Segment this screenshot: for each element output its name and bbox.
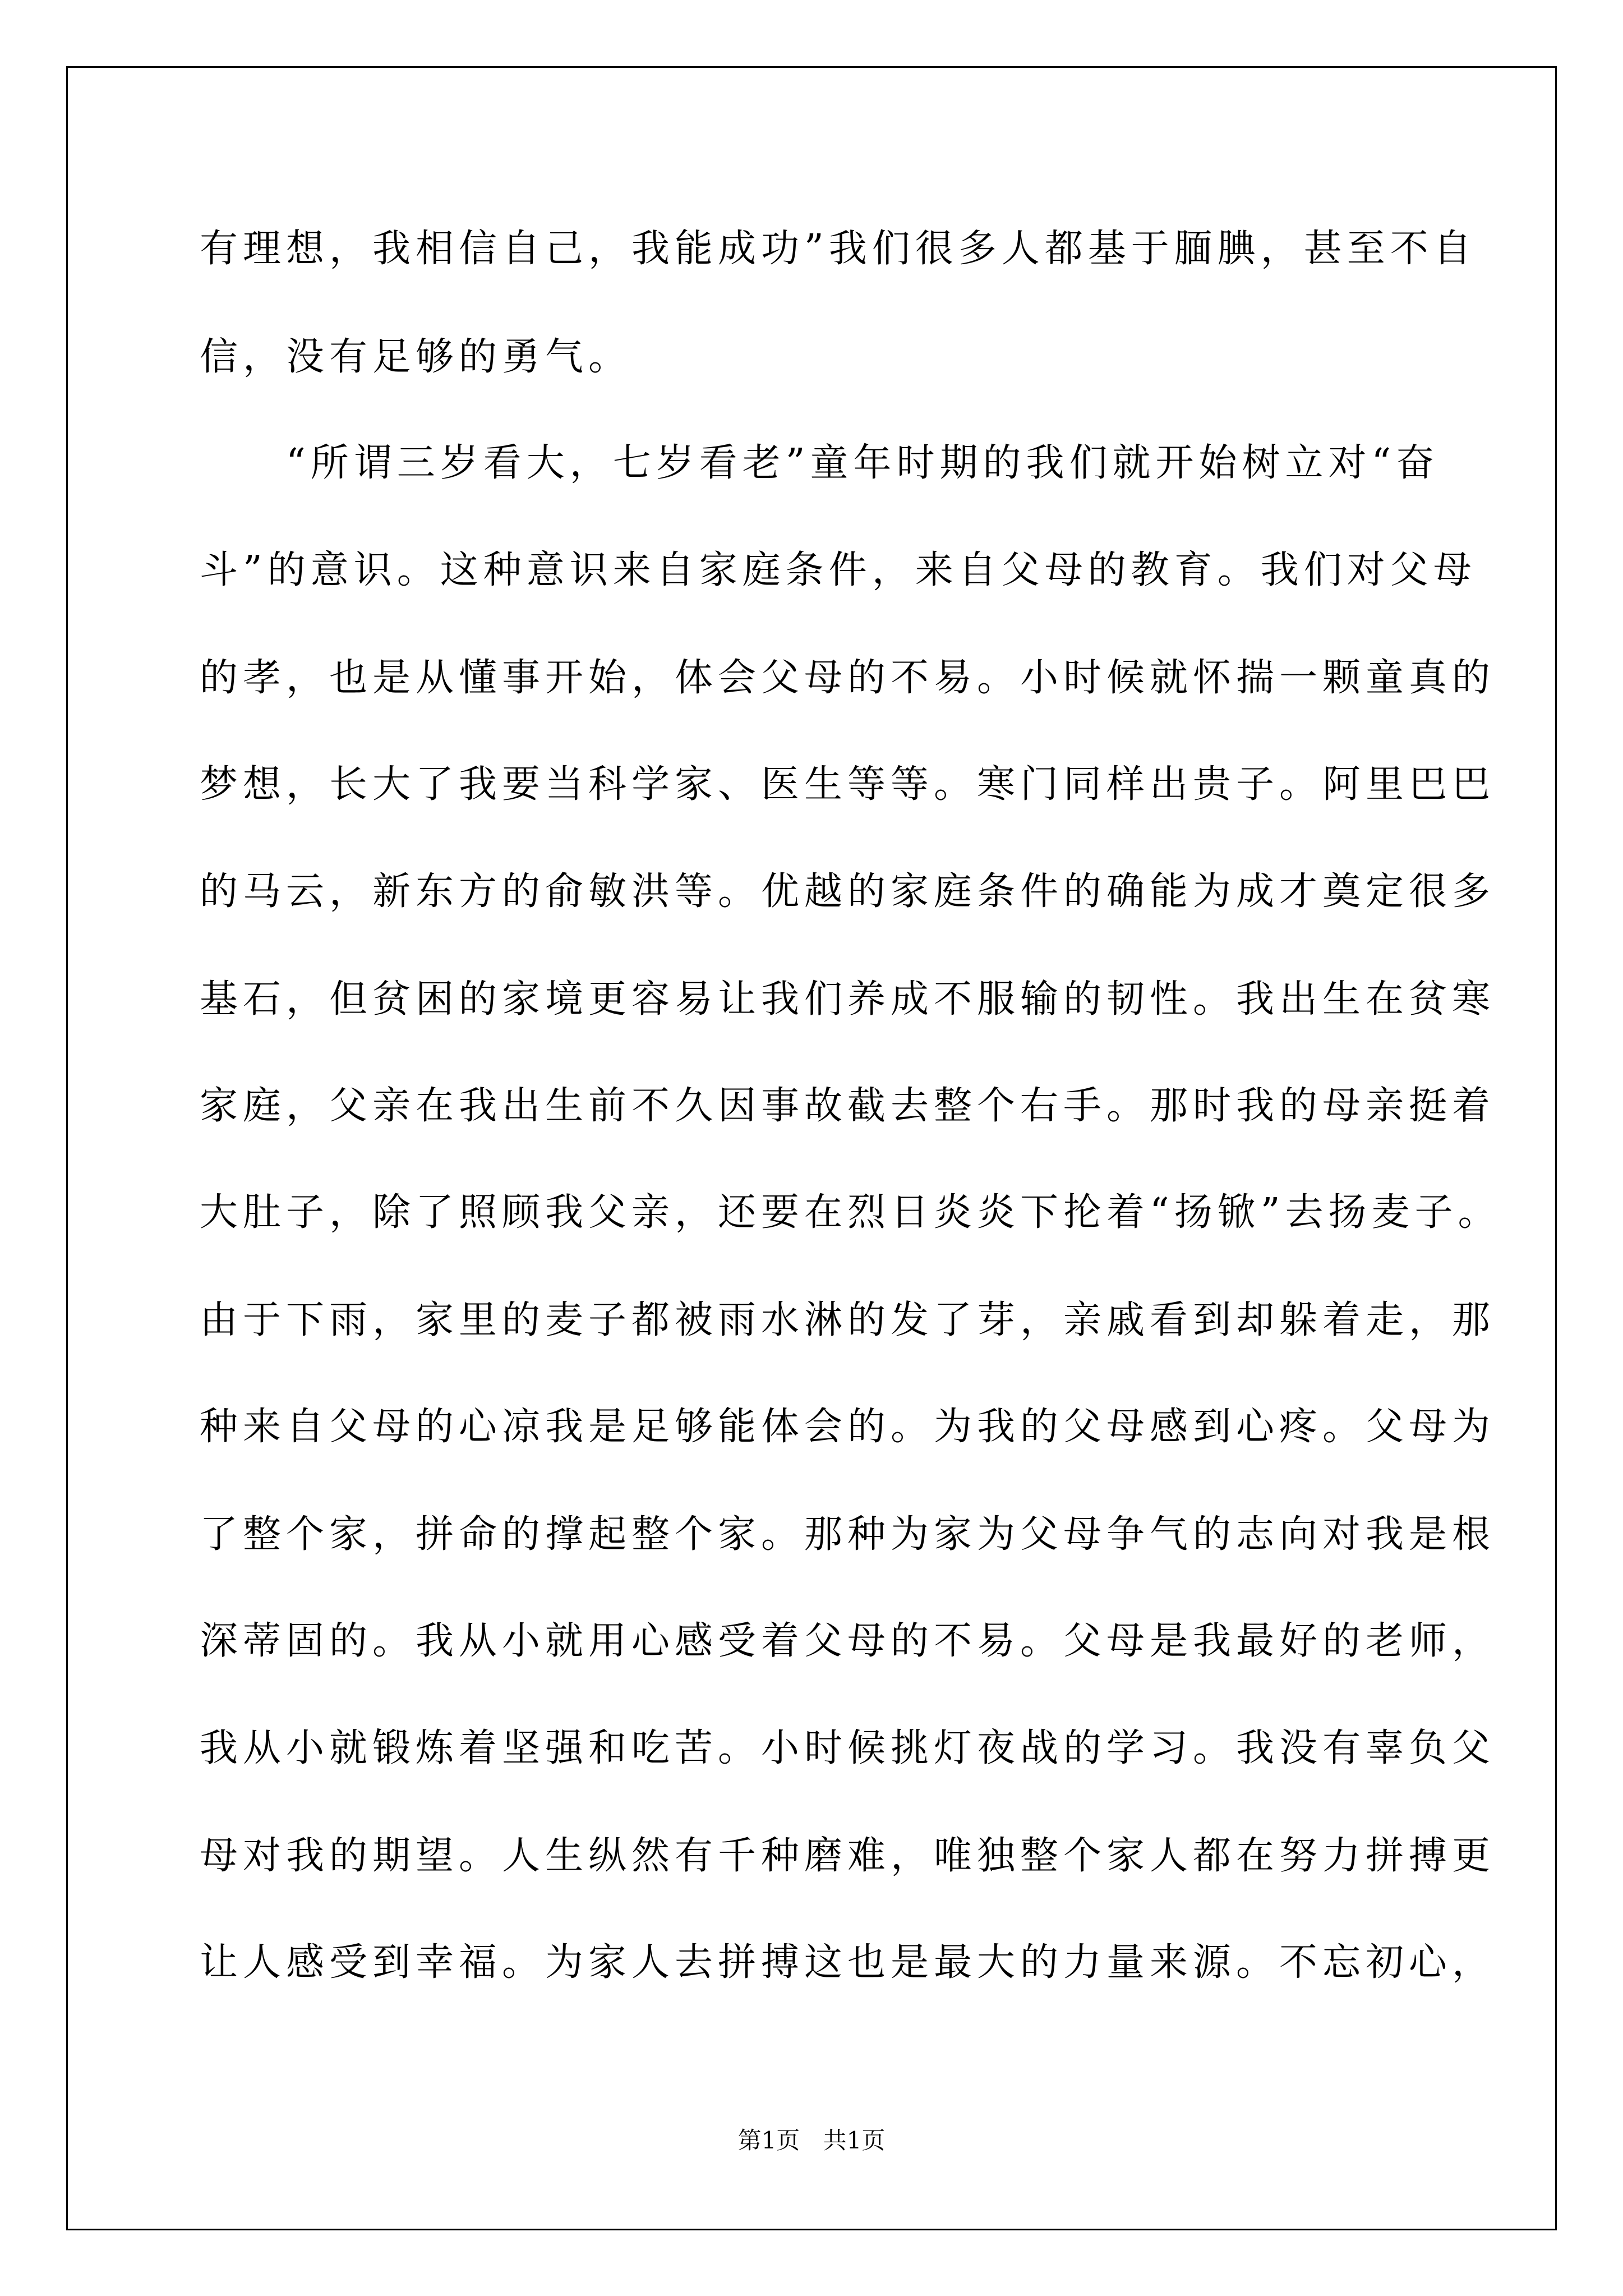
text-line: 了整个家，拼命的撑起整个家。那种为家为父母争气的志向对我是根 [200, 1512, 1496, 1557]
text-line: 我从小就锻炼着坚强和吃苦。小时候挑灯夜战的学习。我没有辜负父 [200, 1726, 1496, 1770]
text-line: 的马云，新东方的俞敏洪等。优越的家庭条件的确能为成才奠定很多 [200, 869, 1496, 914]
text-line: 让人感受到幸福。为家人去拼搏这也是最大的力量来源。不忘初心， [200, 1940, 1496, 1985]
page-footer [0, 2129, 1623, 2152]
text-line: 信，没有足够的勇气。 [200, 335, 632, 379]
text-line: 深蒂固的。我从小就用心感受着父母的不易。父母是我最好的老师， [200, 1619, 1496, 1663]
text-line: 大肚子，除了照顾我父亲，还要在烈日炎炎下抡着“扬锨”去扬麦子。 [200, 1190, 1501, 1235]
text-line: 种来自父母的心凉我是足够能体会的。为我的父母感到心疼。父母为 [200, 1405, 1496, 1449]
page-border [66, 66, 1557, 2230]
text-line: 梦想，长大了我要当科学家、医生等等。寒门同样出贵子。阿里巴巴 [200, 762, 1496, 807]
page-count: 共1页 [823, 2127, 886, 2154]
page-number: 第1页 [737, 2127, 800, 2154]
text-line: 的孝，也是从懂事开始，体会父母的不易。小时候就怀揣一颗童真的 [200, 656, 1496, 700]
text-line: 有理想，我相信自己，我能成功”我们很多人都基于腼腆，甚至不自 [200, 227, 1477, 271]
text-line: 母对我的期望。人生纵然有千种磨难，唯独整个家人都在努力拼搏更 [200, 1834, 1496, 1878]
text-line-paragraph-start: “所谓三岁看大，七岁看老”童年时期的我们就开始树立对“奋 [286, 441, 1440, 485]
text-line: 由于下雨，家里的麦子都被雨水淋的发了芽，亲戚看到却躲着走，那 [200, 1298, 1496, 1342]
text-line: 家庭，父亲在我出生前不久因事故截去整个右手。那时我的母亲挺着 [200, 1084, 1496, 1128]
text-line: 斗”的意识。这种意识来自家庭条件，来自父母的教育。我们对父母 [200, 548, 1477, 592]
text-line: 基石，但贫困的家境更容易让我们养成不服输的韧性。我出生在贫寒 [200, 977, 1496, 1022]
